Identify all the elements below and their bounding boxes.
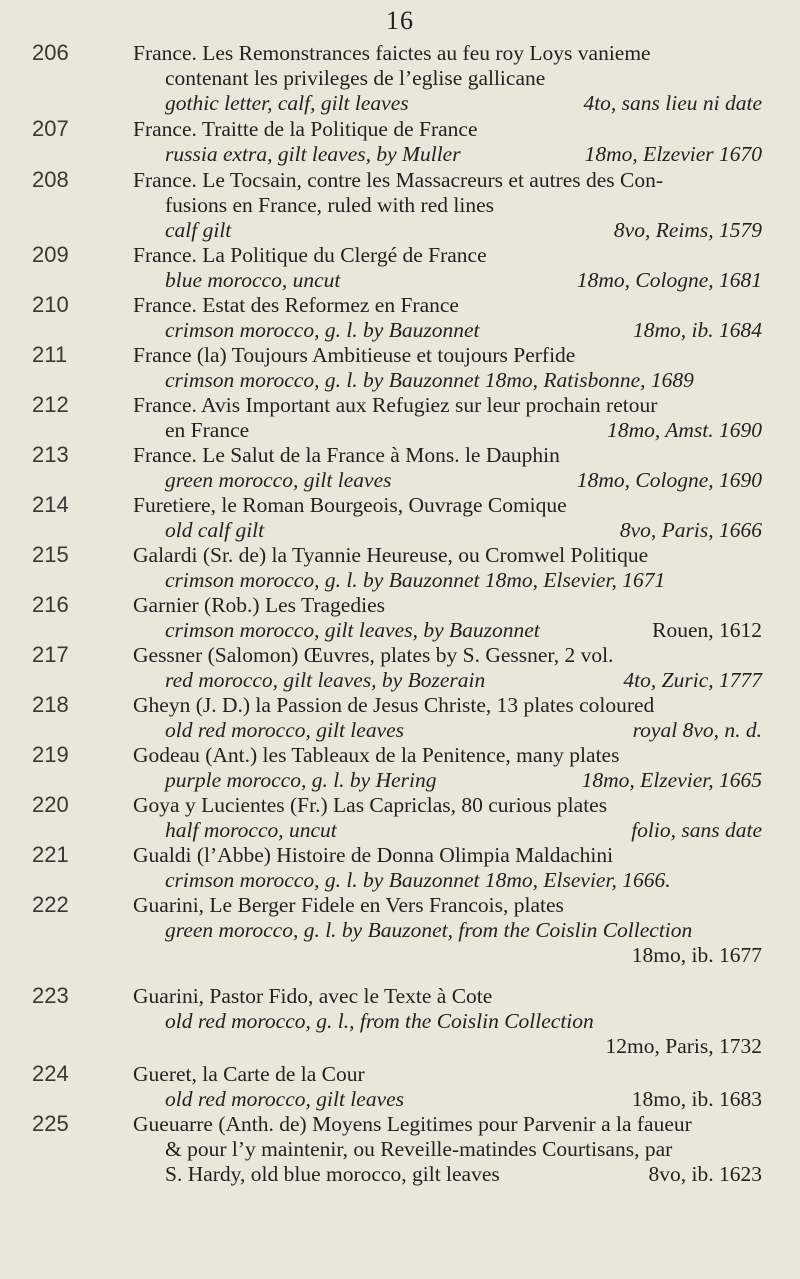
entry-imprint: 8vo, ib. 1623 [648,1162,762,1186]
entry-imprint: 18mo, ib. 1684 [633,318,762,342]
lot-number: 225 [32,1111,69,1136]
lot-number: 218 [32,692,69,717]
entry-title: Guarini, Pastor Fido, avec le Texte à Cote [133,984,493,1008]
lot-number: 207 [32,116,69,141]
entry-binding: old red morocco, gilt leaves [165,1087,405,1111]
entry-imprint: 12mo, Paris, 1732 [605,1034,762,1058]
entry-imprint: folio, sans date [631,818,762,842]
entry-imprint: 18mo, ib. 1683 [631,1087,762,1111]
entry-imprint: 18mo, ib. 1677 [631,943,762,967]
entry-imprint: 4to, sans lieu ni date [583,91,762,115]
entry-title: France. Les Remonstrances faictes au feu roy Loys vanieme [133,41,651,65]
entry-binding: S. Hardy, old blue morocco, gilt leaves [165,1162,500,1186]
entry-imprint: 8vo, Paris, 1666 [619,518,762,542]
entry-binding: en France [165,418,250,442]
entry-binding: red morocco, gilt leaves, by Bozerain [165,668,486,692]
entry-title: France (la) Toujours Ambitieuse et toujours Perfide [133,343,576,367]
entry-binding: gothic letter, calf, gilt leaves [165,91,409,115]
entry-binding: crimson morocco, g. l. by Bauzonnet 18mo, Ratisbonne, 1689 [165,368,694,392]
entry-imprint: Rouen, 1612 [652,618,762,642]
entry-title-cont: fusions en France, ruled with red lines [165,193,494,217]
lot-number: 220 [32,792,69,817]
entry-title: Garnier (Rob.) Les Tragedies [133,593,385,617]
entry-binding: crimson morocco, gilt leaves, by Bauzonnet [165,618,540,642]
entry-title: Gueuarre (Anth. de) Moyens Legitimes pour Parvenir a la faueur [133,1112,692,1136]
lot-number: 216 [32,592,69,617]
entry-imprint: 18mo, Cologne, 1690 [576,468,762,492]
entry-imprint: royal 8vo, n. d. [632,718,762,742]
entry-title: Gheyn (J. D.) la Passion de Jesus Christe, 13 plates coloured [133,693,655,717]
lot-number: 211 [32,342,68,367]
entry-title: Godeau (Ant.) les Tableaux de la Penitence, many plates [133,743,620,767]
entry-title: France. La Politique du Clergé de France [133,243,487,267]
entry-imprint: 4to, Zuric, 1777 [623,668,762,692]
entry-binding: blue morocco, uncut [165,268,341,292]
page-number: 16 [386,6,414,35]
entry-title: Gessner (Salomon) Œuvres, plates by S. Gessner, 2 vol. [133,643,614,667]
entry-title: Guarini, Le Berger Fidele en Vers Francois, plates [133,893,564,917]
entry-imprint: 18mo, Amst. 1690 [607,418,762,442]
entry-title: Furetiere, le Roman Bourgeois, Ouvrage Comique [133,493,567,517]
entry-binding: old red morocco, g. l., from the Coislin Collection [165,1009,594,1033]
lot-number: 217 [32,642,69,667]
lot-number: 213 [32,442,69,467]
entry-title: France. Le Salut de la France à Mons. le Dauphin [133,443,560,467]
lot-number: 221 [32,842,69,867]
entry-title: France. Estat des Reformez en France [133,293,459,317]
lot-number: 210 [32,292,69,317]
entry-imprint: 8vo, Reims, 1579 [613,218,762,242]
entry-binding: green morocco, g. l. by Bauzonet, from the Coislin Collection [165,918,693,942]
entry-binding: crimson morocco, g. l. by Bauzonnet 18mo, Elsevier, 1671 [165,568,666,592]
lot-number: 224 [32,1061,69,1086]
entry-imprint: 18mo, Elzevier, 1665 [581,768,762,792]
entry-title: Galardi (Sr. de) la Tyannie Heureuse, ou Cromwel Politique [133,543,649,567]
entry-binding: green morocco, gilt leaves [165,468,392,492]
entry-title: France. Avis Important aux Refugiez sur leur prochain retour [133,393,658,417]
lot-number: 212 [32,392,69,417]
entry-title-cont: contenant les privileges de l’eglise gallicane [165,66,546,90]
lot-number: 215 [32,542,69,567]
lot-number: 219 [32,742,69,767]
lot-number: 214 [32,492,69,517]
lot-number: 222 [32,892,69,917]
entry-title: Gueret, la Carte de la Cour [133,1062,365,1086]
entry-binding: old red morocco, gilt leaves [165,718,405,742]
entry-binding: russia extra, gilt leaves, by Muller [165,142,461,166]
lot-number: 209 [32,242,69,267]
entry-binding: crimson morocco, g. l. by Bauzonnet 18mo, Elsevier, 1666. [165,868,671,892]
entry-binding: half morocco, uncut [165,818,337,842]
entry-title: France. Le Tocsain, contre les Massacreurs et autres des Con- [133,168,664,192]
lot-number: 208 [32,167,69,192]
lot-number: 223 [32,983,69,1008]
entry-title: Gualdi (l’Abbe) Histoire de Donna Olimpia Maldachini [133,843,614,867]
entry-binding: old calf gilt [165,518,265,542]
entry-title: France. Traitte de la Politique de France [133,117,478,141]
entry-binding: calf gilt [165,218,232,242]
entry-binding: purple morocco, g. l. by Hering [165,768,437,792]
entry-title-cont: & pour l’y maintenir, ou Reveille-matindes Courtisans, par [165,1137,673,1161]
entry-title: Goya y Lucientes (Fr.) Las Capriclas, 80 curious plates [133,793,608,817]
entry-imprint: 18mo, Elzevier 1670 [584,142,762,166]
lot-number: 206 [32,40,69,65]
entry-binding: crimson morocco, g. l. by Bauzonnet [165,318,480,342]
entry-imprint: 18mo, Cologne, 1681 [576,268,762,292]
